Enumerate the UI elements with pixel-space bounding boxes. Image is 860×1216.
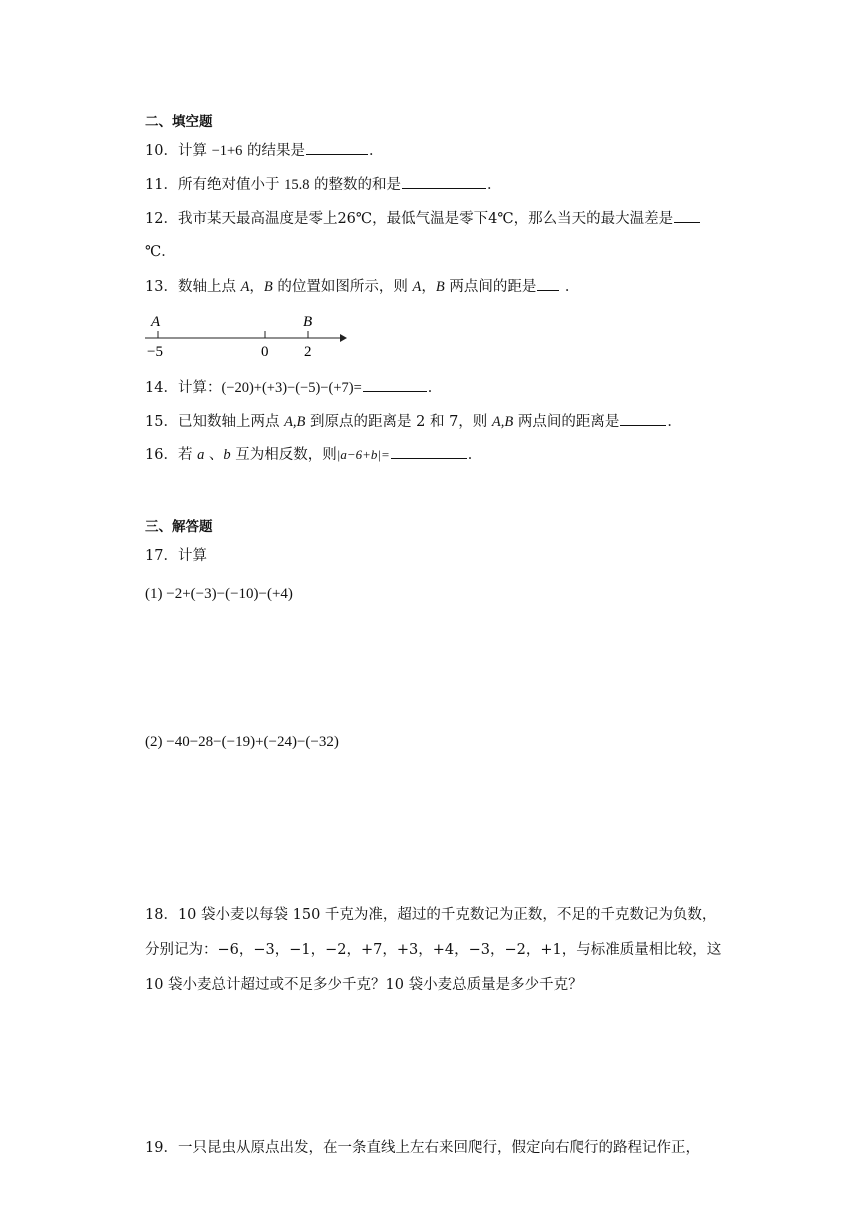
q11-end: ． [487,177,502,193]
q13-text2: 两点间的距是 [444,279,537,295]
q13-point-a: A [240,279,250,295]
q10-end: ． [369,143,384,159]
q11-text: 的整数的和是 [309,177,402,193]
section-heading-answer: 三、解答题 [145,519,213,535]
q16-prefix: 16．若 [145,447,198,463]
q16-var-a: a [197,447,205,463]
number-line-figure [140,305,355,365]
q13-sep2: ， [421,279,436,295]
answer-blank[interactable] [306,140,368,155]
q15-text2: 两点间的距离是 [513,414,620,430]
q13-sep: ， [249,279,264,295]
question-18-line-2: 分别记为：−6，−3，−1，−2，+7，+3，+4，−3，−2，+1，与标准质量相比较，这 [145,942,722,958]
q16-text: 互为相反数，则 [230,447,337,463]
q13-prefix: 13．数轴上点 [145,279,241,295]
q13-point-b-ref: B [435,279,445,295]
answer-blank[interactable] [620,411,666,426]
number-line-arrow [340,334,347,342]
question-17-part-2: (2) −40−28−(−19)+(−24)−(−32) [145,734,339,750]
q15-text: 到原点的距离是 2 和 7，则 [305,414,492,430]
q15-points-ref: A,B [491,414,514,430]
tick-label-minus-5: −5 [147,344,163,360]
question-18-line-3: 10 袋小麦总计超过或不足多少千克？10 袋小麦总质量是多少千克？ [145,977,583,993]
q13-end: ． [560,279,580,295]
q13-point-b: B [263,279,273,295]
point-label-b: B [303,314,313,330]
question-13 [145,276,579,297]
q16-sep: 、 [204,447,224,463]
question-17-title: 17．计算 [145,548,207,564]
answer-blank[interactable] [391,444,467,459]
q14-prefix: 14．计算： [145,380,222,396]
answer-blank[interactable] [537,276,559,291]
q15-points: A,B [284,414,306,430]
question-12 [145,208,701,229]
answer-blank[interactable] [402,174,486,189]
answer-blank[interactable] [363,377,427,392]
point-label-a: A [151,314,161,330]
q13-text: 的位置如图所示，则 [272,279,413,295]
q10-text: 的结果是 [242,143,306,159]
question-15 [145,411,682,432]
question-17-part-1: (1) −2+(−3)−(−10)−(+4) [145,586,293,602]
q14-expression: (−20)+(+3)−(−5)−(+7)= [221,380,362,396]
q12-text: 12．我市某天最高温度是零上26℃，最低气温是零下4℃，那么当天的最大温差是 [145,211,674,227]
tick-label-2: 2 [304,344,312,360]
question-14 [145,377,442,398]
q16-end: ． [467,447,483,463]
q11-prefix: 11．所有绝对值小于 [145,177,285,193]
q11-number: 15.8 [284,177,310,193]
q10-prefix: 10．计算 [145,143,212,159]
section-heading-fill-in: 二、填空题 [145,114,213,130]
q16-var-b: b [223,447,231,463]
q14-end: ． [427,380,443,396]
q16-expression: |a−6+b|= [336,447,390,462]
q15-prefix: 15．已知数轴上两点 [145,414,285,430]
question-10 [145,140,384,161]
question-12-line2: ℃． [145,244,176,260]
answer-blank[interactable] [674,208,700,223]
q15-end: ． [667,414,682,430]
question-19-line-1: 19．一只昆虫从原点出发，在一条直线上左右来回爬行，假定向右爬行的路程记作正， [145,1140,700,1156]
q13-point-a-ref: A [412,279,422,295]
question-16 [145,444,482,465]
question-18-line-1: 18．10 袋小麦以每袋 150 千克为准，超过的千克数记为正数，不足的千克数记为负数， [145,907,717,923]
q10-expression: −1+6 [211,143,243,159]
tick-label-0: 0 [261,344,269,360]
question-11 [145,174,502,195]
